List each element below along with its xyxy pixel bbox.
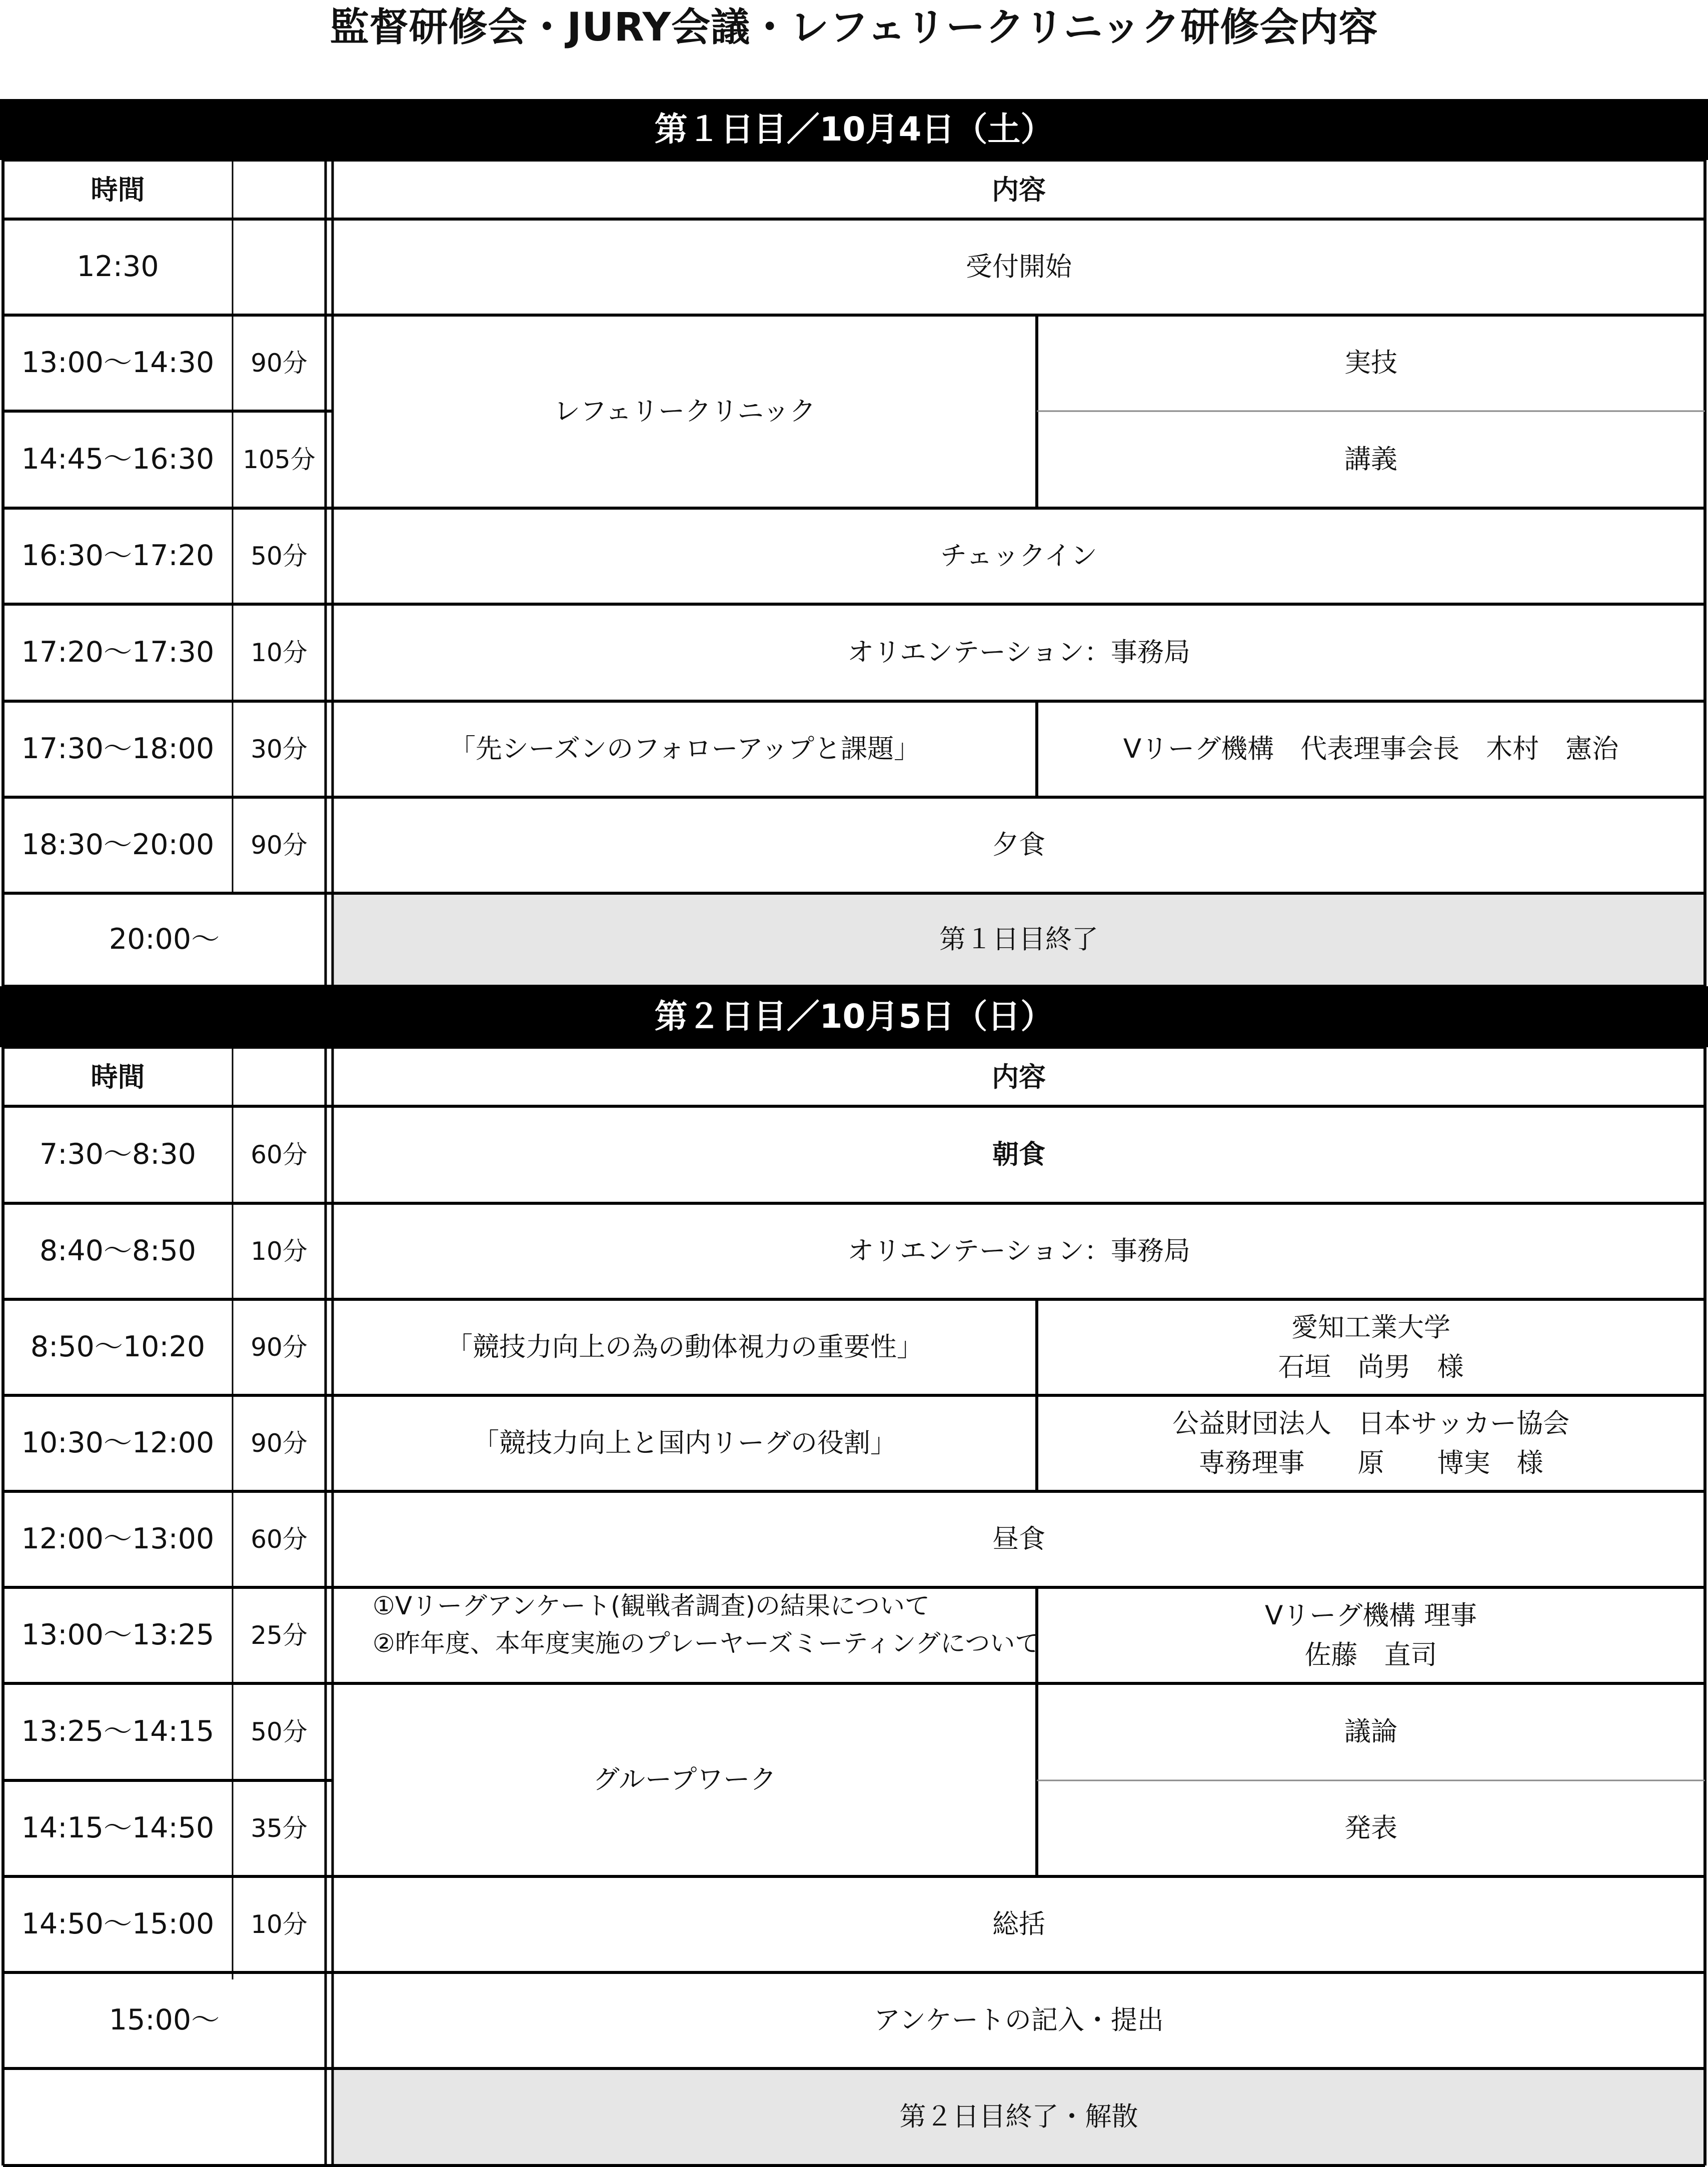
day2-r2-speaker-name: 石垣 尚男 様 (1278, 1352, 1464, 1382)
day1-referee-clinic: レフェリークリニック (553, 396, 816, 427)
day2-r2-speaker-org: 愛知工業大学 (1291, 1312, 1450, 1343)
day1-r7-time: 20:00～ (109, 923, 220, 956)
day2-r5-speaker-org: Vリーグ機構 理事 (1264, 1600, 1477, 1631)
day2-r3-time: 10:30～12:00 (21, 1426, 215, 1460)
day1-r5-speaker: Vリーグ機構 代表理事会長 木村 憲治 (1123, 734, 1619, 765)
day2-r1-duration: 10分 (251, 1236, 308, 1266)
day2-r9-time: 15:00～ (109, 2003, 220, 2037)
day1-r6-time: 18:30～20:00 (21, 828, 215, 862)
day1-r3-duration: 50分 (251, 541, 308, 571)
day1-r1-right: 実技 (1344, 348, 1397, 379)
day1-r3-time: 16:30～17:20 (21, 539, 215, 573)
day2-r8-time: 14:50～15:00 (21, 1907, 215, 1941)
day2-r6-time: 13:25～14:15 (21, 1715, 215, 1748)
day2-col-time-header: 時間 (91, 1061, 145, 1093)
day1-r5-topic: 「先シーズンのフォローアップと課題」 (449, 734, 921, 765)
day2-r8-duration: 10分 (251, 1909, 308, 1939)
day2-r7-right: 発表 (1344, 1813, 1397, 1844)
day2-r3-topic: 「競技力向上と国内リーグの役割」 (473, 1428, 897, 1459)
day2-r7-duration: 35分 (251, 1813, 308, 1843)
day1-r5-time: 17:30～18:00 (21, 732, 215, 766)
day2-r2-speaker (1037, 1299, 1705, 1395)
day1-r6-duration: 90分 (251, 830, 308, 860)
day2-group-work: グループワーク (593, 1764, 777, 1795)
day2-r0-time: 7:30～8:30 (40, 1138, 196, 1171)
day2-r3-duration: 90分 (251, 1428, 308, 1458)
day2-r5-topic-1: ①Vリーグアンケート(観戦者調査)の結果について (373, 1591, 930, 1620)
day2-r5-speaker (1037, 1587, 1705, 1683)
day1-col-content-header: 内容 (992, 174, 1046, 206)
day2-r8-content: 総括 (992, 1909, 1045, 1940)
day1-end-row: 第１日目終了 (334, 895, 1703, 985)
day1-r1-time: 13:00～14:30 (21, 346, 215, 380)
day2-r7-time: 14:15～14:50 (21, 1811, 215, 1845)
day2-r0-duration: 60分 (251, 1140, 308, 1169)
day1-r6-content: 夕食 (992, 830, 1045, 861)
day1-r2-duration: 105分 (243, 445, 316, 474)
day1-header: 第１日目／10月4日（土） (0, 99, 1708, 160)
day1-r0-time: 12:30 (77, 250, 159, 284)
day1-r2-time: 14:45～16:30 (21, 443, 215, 476)
day2-r2-duration: 90分 (251, 1332, 308, 1362)
day2-r0-content: 朝食 (992, 1139, 1045, 1170)
day1-r4-duration: 10分 (251, 638, 308, 667)
day1-r4-time: 17:20～17:30 (21, 636, 215, 669)
document-title: 監督研修会・JURY会議・レフェリークリニック研修会内容 (330, 5, 1378, 50)
day2-r5-duration: 25分 (251, 1620, 308, 1650)
day1-col-time-header: 時間 (91, 174, 145, 206)
day2-end-row: 第２日目終了・解散 (334, 2070, 1703, 2164)
day2-r1-content: オリエンテーション：事務局 (847, 1236, 1190, 1267)
day2-r2-topic: 「競技力向上の為の動体視力の重要性」 (446, 1332, 923, 1363)
day2-r2-time: 8:50～10:20 (30, 1330, 206, 1364)
day1-r2-right: 講義 (1344, 444, 1397, 475)
day2-r5-time: 13:00～13:25 (21, 1618, 215, 1652)
day2-r6-right: 議論 (1344, 1716, 1397, 1747)
day2-r9-content: アンケートの記入・提出 (874, 2005, 1164, 2036)
day2-r10-time-empty (3, 2068, 326, 2165)
day2-r5-topics (333, 1587, 1040, 1683)
day2-header: 第２日目／10月5日（日） (0, 986, 1708, 1047)
day2-r3-speaker (1037, 1395, 1705, 1491)
day2-r1-time: 8:40～8:50 (40, 1234, 196, 1268)
day1-r3-content: チェックイン (940, 541, 1097, 572)
day1-r4-content: オリエンテーション：事務局 (847, 637, 1190, 668)
day2-r4-content: 昼食 (992, 1524, 1045, 1555)
day2-r5-speaker-name: 佐藤 直司 (1304, 1640, 1437, 1670)
day2-r3-speaker-name: 専務理事 原 博実 様 (1198, 1448, 1543, 1478)
day2-r4-time: 12:00～13:00 (21, 1522, 215, 1556)
day2-r6-duration: 50分 (251, 1717, 308, 1746)
day1-r1-duration: 90分 (251, 348, 308, 378)
day2-col-content-header: 内容 (992, 1061, 1046, 1093)
day1-r0-content: 受付開始 (966, 252, 1072, 283)
day2-r4-duration: 60分 (251, 1524, 308, 1554)
day2-r3-speaker-org: 公益財団法人 日本サッカー協会 (1172, 1408, 1569, 1439)
day2-r5-topic-2: ②昨年度、本年度実施のプレーヤーズミーティングについて (373, 1629, 1040, 1658)
day1-r5-duration: 30分 (251, 734, 308, 764)
